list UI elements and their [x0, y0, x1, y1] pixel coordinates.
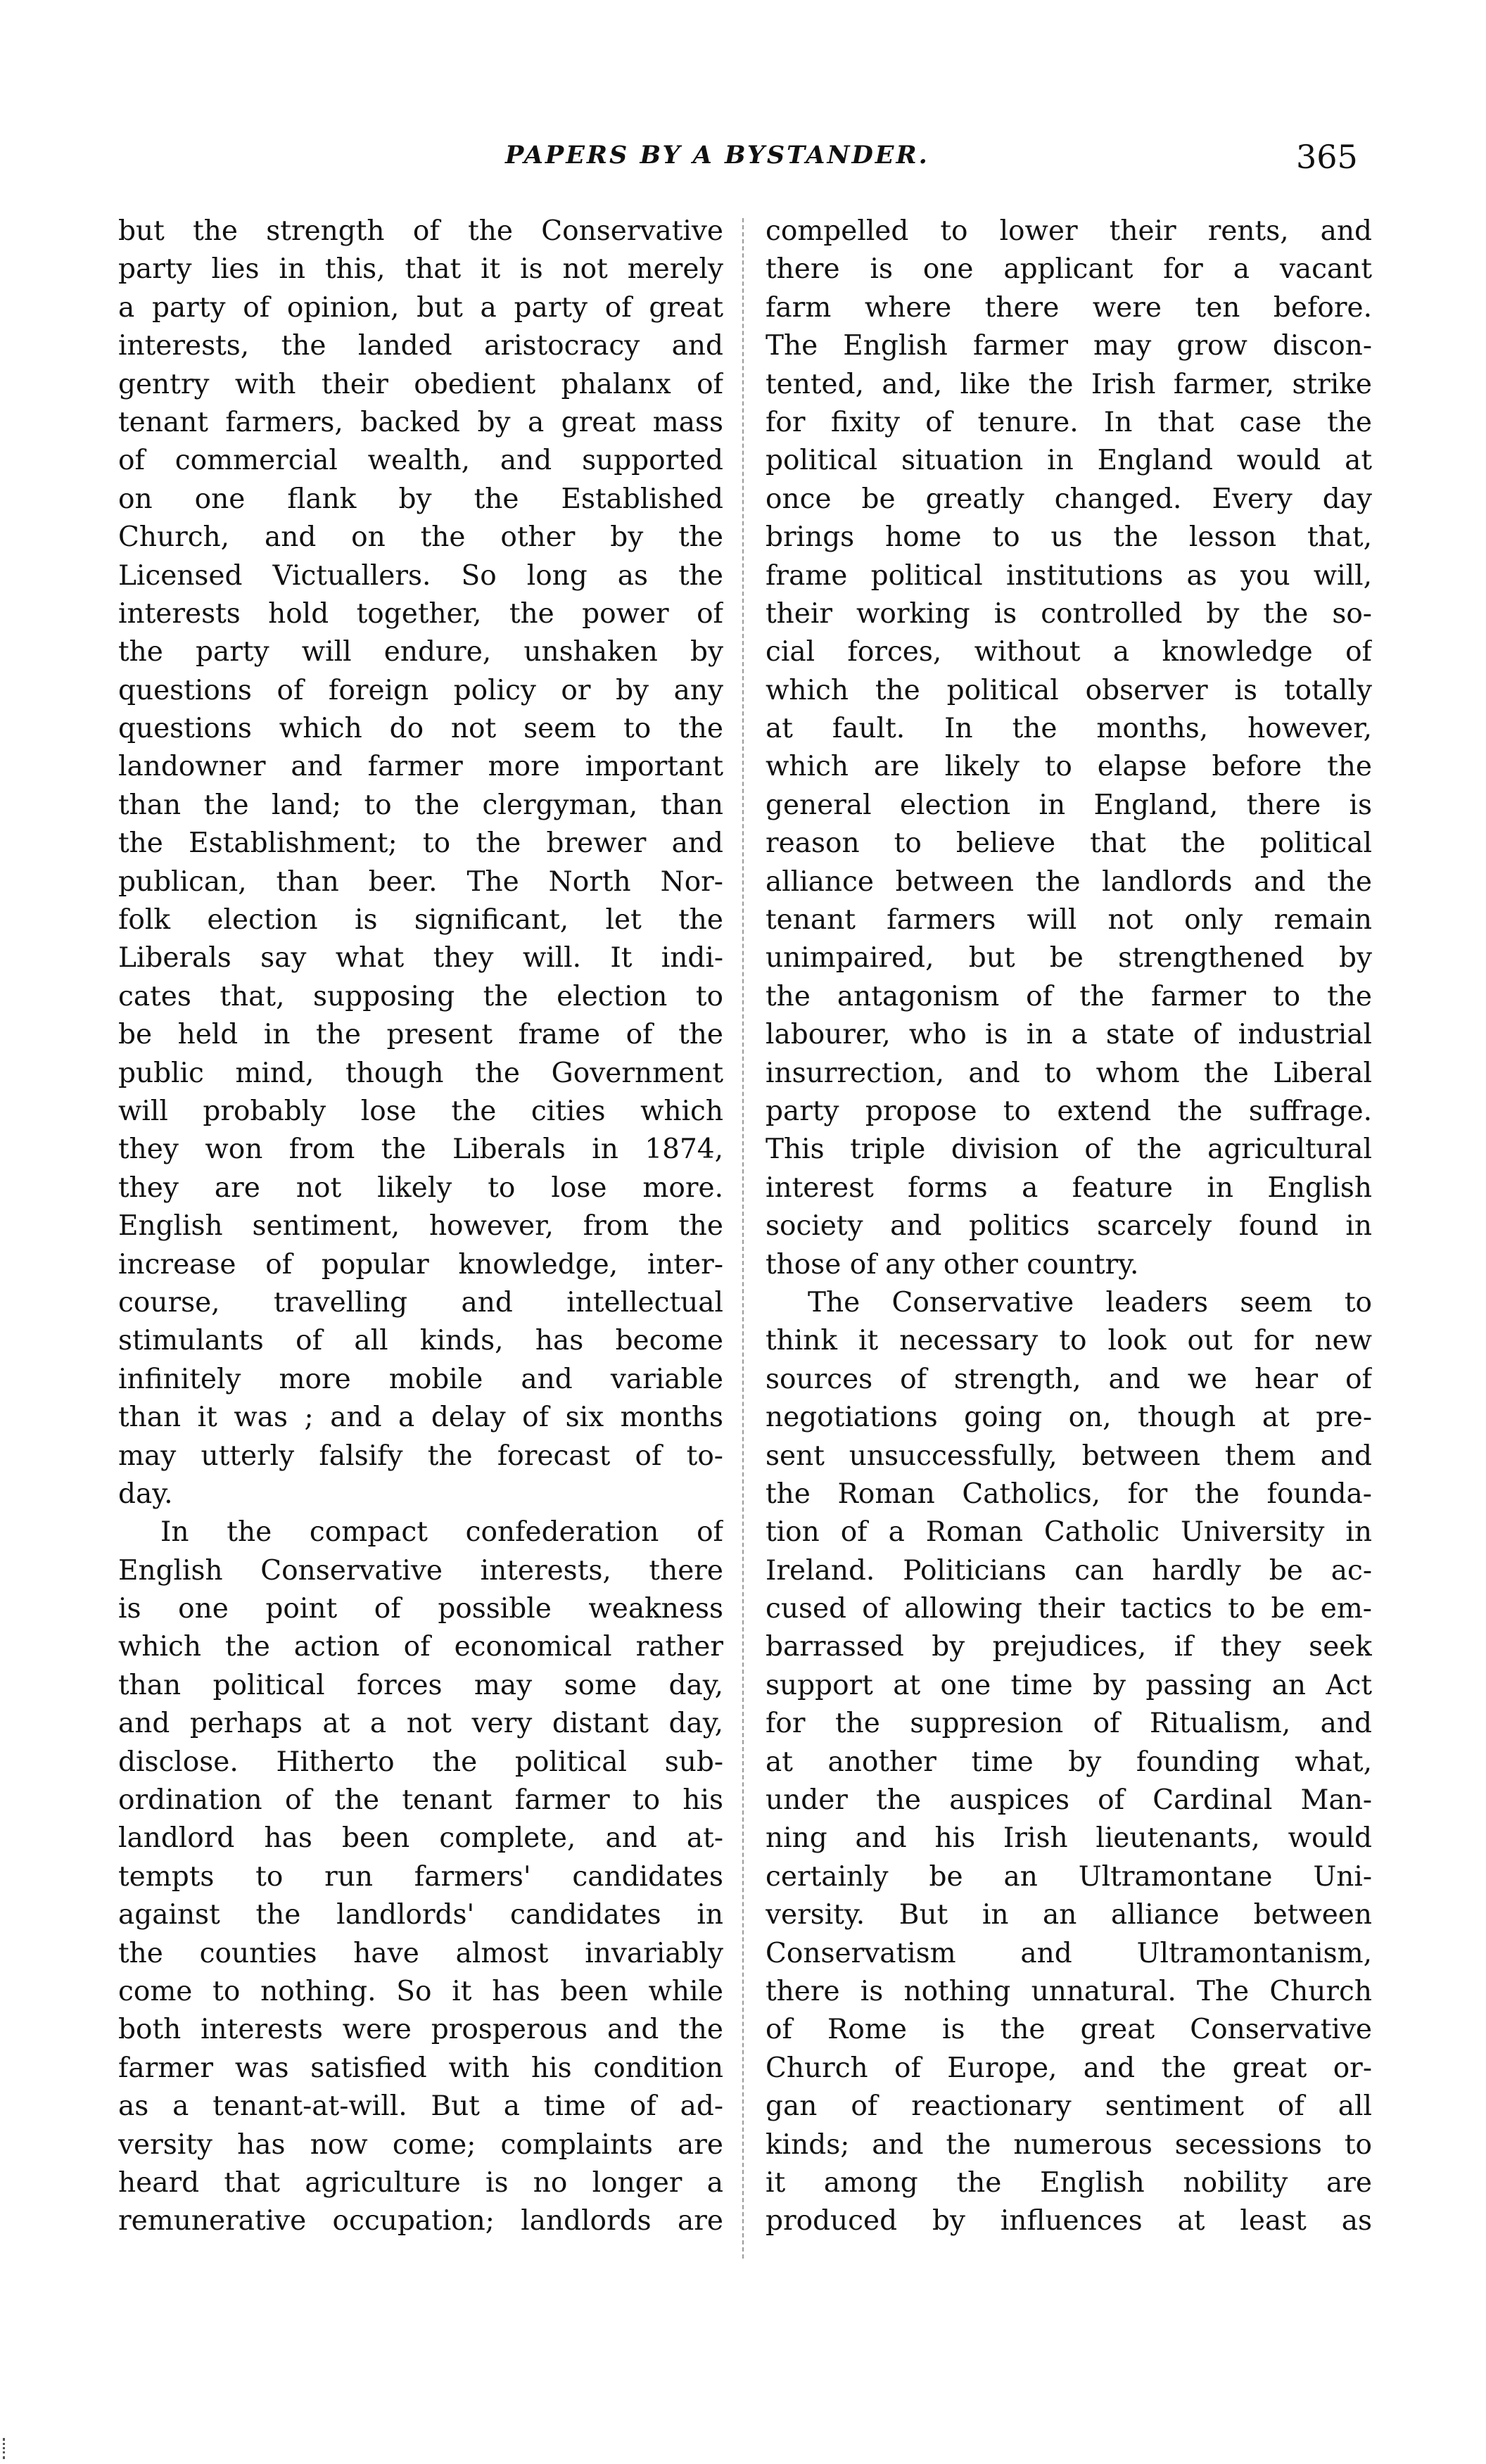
text-line: but the strength of the Conservative [118, 215, 723, 247]
column-divider [742, 218, 744, 2259]
text-line: for fixity of tenure. In that case the [766, 406, 1372, 438]
text-line: will probably lose the cities which [118, 1095, 723, 1127]
text-line: day. [118, 1478, 173, 1510]
text-line: gan of reactionary sentiment of all [766, 2090, 1372, 2123]
text-line: tenant farmers will not only remain [766, 904, 1372, 936]
text-line: The Conservative leaders seem to [808, 1286, 1372, 1319]
text-line: than it was ; and a delay of six months [118, 1402, 723, 1434]
text-line: alliance between the landlords and the [766, 865, 1372, 898]
text-line: tented, and, like the Irish farmer, strike [766, 368, 1372, 400]
text-line: party lies in this, that it is not merely [118, 253, 723, 286]
text-line: a party of opinion, but a party of great [118, 291, 723, 324]
text-line: of commercial wealth, and supported [118, 445, 723, 477]
text-line: ordination of the tenant farmer to his [118, 1784, 723, 1817]
text-line: Church of Europe, and the great or- [766, 2052, 1372, 2084]
page-number: 365 [1296, 138, 1358, 176]
text-line: as a tenant-at-will. But a time of ad- [118, 2090, 723, 2123]
text-line: come to nothing. So it has been while [118, 1975, 723, 2007]
text-line: cial forces, without a knowledge of [766, 636, 1372, 668]
text-line: sources of strength, and we hear of [766, 1363, 1372, 1395]
text-line: Ireland. Politicians can hardly be ac- [766, 1554, 1372, 1587]
text-line: society and politics scarcely found in [766, 1210, 1372, 1243]
text-line: ning and his Irish lieutenants, would [766, 1822, 1372, 1855]
right-text-column [766, 212, 1372, 2241]
text-line: which the political observer is totally [766, 674, 1372, 706]
text-line: than the land; to the clergyman, than [118, 789, 723, 821]
text-line: which are likely to elapse before the [766, 751, 1372, 783]
text-line: they are not likely to lose more. [118, 1171, 723, 1204]
text-line: is one point of possible weakness [118, 1593, 723, 1625]
text-line: heard that agriculture is no longer a [118, 2166, 723, 2199]
text-line: English sentiment, however, from the [118, 1210, 723, 1243]
text-line: be held in the present frame of the [118, 1019, 723, 1051]
text-line: versity has now come; complaints are [118, 2128, 723, 2161]
text-line: labourer, who is in a state of industrial [766, 1019, 1372, 1051]
text-line: than political forces may some day, [118, 1669, 723, 1701]
text-line: gentry with their obedient phalanx of [118, 368, 723, 400]
text-line: produced by influences at least as [766, 2205, 1372, 2237]
text-line: which the action of economical rather [118, 1631, 723, 1663]
text-line: the antagonism of the farmer to the [766, 980, 1372, 1012]
text-line: questions of foreign policy or by any [118, 674, 723, 706]
text-line: for the suppresion of Ritualism, and [766, 1708, 1372, 1740]
text-line: landlord has been complete, and at- [118, 1822, 723, 1855]
text-line: they won from the Liberals in 1874, [118, 1133, 723, 1166]
text-line: Church, and on the other by the [118, 521, 723, 554]
text-line: interest forms a feature in English [766, 1171, 1372, 1204]
text-line: kinds; and the numerous secessions to [766, 2128, 1372, 2161]
text-line: there is one applicant for a vacant [766, 253, 1372, 286]
text-line: political situation in England would at [766, 445, 1372, 477]
text-line: party propose to extend the suffrage. [766, 1095, 1372, 1127]
text-line: against the landlords' candidates in [118, 1899, 723, 1931]
text-line: sent unsuccessfully, between them and [766, 1440, 1372, 1472]
text-line: support at one time by passing an Act [766, 1669, 1372, 1701]
text-line: on one flank by the Established [118, 483, 723, 515]
text-line: course, travelling and intellectual [118, 1286, 723, 1319]
text-line: it among the English nobility are [766, 2166, 1372, 2199]
text-line: tion of a Roman Catholic University in [766, 1516, 1372, 1549]
text-line: may utterly falsify the forecast of to- [118, 1440, 723, 1472]
text-line: farmer was satisfied with his condition [118, 2052, 723, 2084]
text-line: compelled to lower their rents, and [766, 215, 1372, 247]
text-line: brings home to us the lesson that, [766, 521, 1372, 554]
text-line: Liberals say what they will. It indi- [118, 942, 723, 974]
running-title: PAPERS BY A BYSTANDER. [505, 141, 929, 170]
text-line: This triple division of the agricultural [766, 1133, 1372, 1166]
left-text-column [118, 212, 723, 2241]
text-line: once be greatly changed. Every day [766, 483, 1372, 515]
text-line: at fault. In the months, however, [766, 713, 1372, 745]
text-line: think it necessary to look out for new [766, 1325, 1372, 1357]
text-line: interests, the landed aristocracy and [118, 330, 723, 362]
text-line: cates that, supposing the election to [118, 980, 723, 1012]
text-line: those of any other country. [766, 1248, 1139, 1281]
text-line: certainly be an Ultramontane Uni- [766, 1860, 1372, 1893]
page-edge-mark [3, 2438, 7, 2459]
text-line: negotiations going on, though at pre- [766, 1402, 1372, 1434]
text-line: unimpaired, but be strengthened by [766, 942, 1372, 974]
text-line: disclose. Hitherto the political sub- [118, 1746, 723, 1778]
text-line: the Establishment; to the brewer and [118, 827, 723, 860]
text-line: stimulants of all kinds, has become [118, 1325, 723, 1357]
text-line: landowner and farmer more important [118, 751, 723, 783]
text-line: insurrection, and to whom the Liberal [766, 1057, 1372, 1089]
text-line: infinitely more mobile and variable [118, 1363, 723, 1395]
text-line: English Conservative interests, there [118, 1554, 723, 1587]
text-line: there is nothing unnatural. The Church [766, 1975, 1372, 2007]
text-line: versity. But in an alliance between [766, 1899, 1372, 1931]
text-line: public mind, though the Government [118, 1057, 723, 1089]
text-line: at another time by founding what, [766, 1746, 1372, 1778]
text-line: publican, than beer. The North Nor- [118, 865, 723, 898]
text-line: the counties have almost invariably [118, 1937, 723, 1969]
text-line: increase of popular knowledge, inter- [118, 1248, 723, 1281]
text-line: the party will endure, unshaken by [118, 636, 723, 668]
text-line: both interests were prosperous and the [118, 2014, 723, 2046]
text-line: tempts to run farmers' candidates [118, 1860, 723, 1893]
text-line: tenant farmers, backed by a great mass [118, 406, 723, 438]
text-line: their working is controlled by the so- [766, 597, 1372, 630]
text-line: under the auspices of Cardinal Man- [766, 1784, 1372, 1817]
text-line: cused of allowing their tactics to be em- [766, 1593, 1372, 1625]
running-head [0, 138, 1486, 183]
text-line: and perhaps at a not very distant day, [118, 1708, 723, 1740]
text-line: the Roman Catholics, for the founda- [766, 1478, 1372, 1510]
text-line: reason to believe that the political [766, 827, 1372, 860]
text-line: farm where there were ten before. [766, 291, 1372, 324]
text-line: In the compact confederation of [160, 1516, 723, 1549]
text-line: Licensed Victuallers. So long as the [118, 559, 723, 592]
text-line: remunerative occupation; landlords are [118, 2205, 723, 2237]
text-line: questions which do not seem to the [118, 713, 723, 745]
text-line: of Rome is the great Conservative [766, 2014, 1372, 2046]
text-line: The English farmer may grow discon- [766, 330, 1372, 362]
text-line: interests hold together, the power of [118, 597, 723, 630]
text-line: barrassed by prejudices, if they seek [766, 1631, 1372, 1663]
text-line: general election in England, there is [766, 789, 1372, 821]
text-line: Conservatism and Ultramontanism, [766, 1937, 1372, 1969]
text-line: folk election is significant, let the [118, 904, 723, 936]
text-line: frame political institutions as you will, [766, 559, 1372, 592]
